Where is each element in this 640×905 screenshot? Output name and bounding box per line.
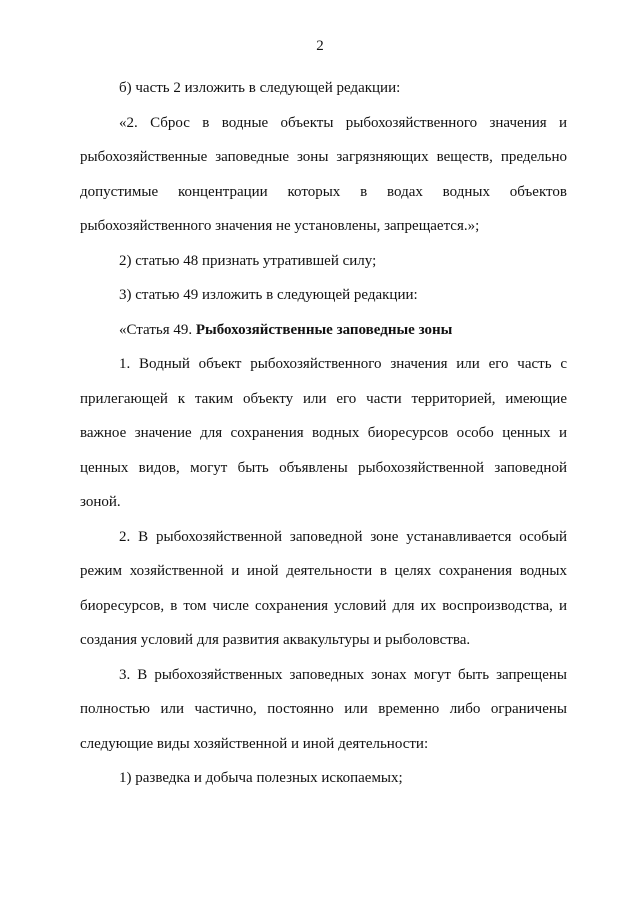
text-line-clause-2-cont-1: рыбохозяйственные заповедные зоны загрязняющих веществ, предельно: [80, 149, 567, 165]
text-line-item-1-cont-2: важное значение для сохранения водных биоресурсов особо ценных и: [80, 425, 567, 441]
text-line-item-3-end: следующие виды хозяйственной и иной деятельности:: [80, 736, 429, 752]
article-49-heading-title: Рыбохозяйственные заповедные зоны: [195, 322, 453, 338]
text-line-item-2-cont-2: биоресурсов, в том числе сохранения условий для их воспроизводства, и: [80, 598, 567, 614]
text-line-clause-2-start: «2. Сброс в водные объекты рыбохозяйственного значения и: [119, 115, 567, 131]
text-line-clause-2-cont-2: допустимые концентрации которых в водах водных объектов: [80, 184, 567, 200]
text-line-article-48: 2) статью 48 признать утратившей силу;: [119, 253, 377, 269]
text-line-item-1-cont-1: прилегающей к таким объекту или его части территорией, имеющие: [80, 391, 567, 407]
text-line-item-3-start: 3. В рыбохозяйственных заповедных зонах могут быть запрещены: [119, 667, 567, 683]
text-line-item-1-start: 1. Водный объект рыбохозяйственного значения или его часть с: [119, 356, 567, 372]
text-line-item-2-cont-1: режим хозяйственной и иной деятельности в целях сохранения водных: [80, 563, 567, 579]
text-line-article-49-intro: 3) статью 49 изложить в следующей редакции:: [119, 287, 418, 303]
page-number: 2: [316, 38, 324, 54]
text-line-item-1-cont-3: ценных видов, могут быть объявлены рыбохозяйственной заповедной: [80, 460, 567, 476]
text-line-item-2-start: 2. В рыбохозяйственной заповедной зоне устанавливается особый: [119, 529, 567, 545]
article-49-heading: [119, 320, 567, 340]
text-line-item-3-cont-1: полностью или частично, постоянно или временно либо ограничены: [80, 701, 567, 717]
article-49-heading-prefix: «Статья 49.: [119, 322, 196, 338]
text-line-subitem-1: 1) разведка и добыча полезных ископаемых;: [119, 770, 403, 786]
text-line-item-2-end: создания условий для развития аквакультуры и рыболовства.: [80, 632, 471, 648]
text-line-amendment-b: б) часть 2 изложить в следующей редакции:: [119, 80, 401, 96]
text-line-item-1-end: зоной.: [80, 494, 121, 510]
text-line-clause-2-end: рыбохозяйственного значения не установлены, запрещается.»;: [80, 218, 480, 234]
